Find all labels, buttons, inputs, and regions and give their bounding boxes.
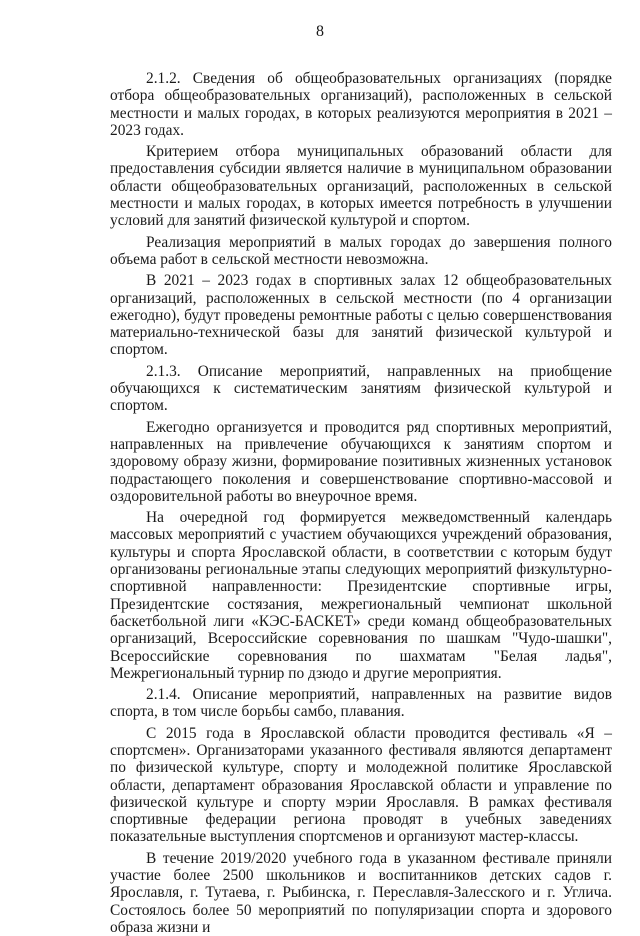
paragraph-small-towns: Реализация мероприятий в малых городах до завершения полного объема работ в сельской местности невозможна. bbox=[110, 233, 612, 268]
paragraph-events-calendar: На очередной год формируется межведомственный календарь массовых мероприятий с участием обучающихся учреждений образования, культуры и спорта Ярославской области, в соответствии с которым будут организованы региональные этапы следующих мероприятий физкультурно-спортивной направленности: Президентские спортивные игры, Президентские состязания, межрегиональный чемпионат школьной баскетбольной лиги «КЭС-БАСКЕТ» среди команд общеобразовательных организаций, Всероссийские соревнования по шашкам "Чудо-шашки", Всероссийские соревнования по шахматам "Белая ладья", Межрегиональный турнир по дзюдо и другие мероприятия. bbox=[110, 509, 612, 682]
paragraph-festival: С 2015 года в Ярославской области проводится фестиваль «Я – спортсмен». Организаторами указанного фестиваля являются департамент по физической культуре, спорту и молодежной политике Ярославской области, департамент образования Ярославской области и управление по физической культуре и спорту мэрии Ярославля. В рамках фестиваля спортивные федерации региона проводят в учебных заведениях показательные выступления спортсменов и организуют мастер-классы. bbox=[110, 724, 612, 846]
page-number: 8 bbox=[316, 23, 324, 40]
document-body bbox=[110, 70, 612, 936]
paragraph-2-1-4-heading: 2.1.4. Описание мероприятий, направленных на развитие видов спорта, в том числе борьбы самбо, плавания. bbox=[110, 686, 612, 721]
paragraph-2-1-2-heading: 2.1.2. Сведения об общеобразовательных организациях (порядке отбора общеобразовательных организаций), расположенных в сельской местности и малых городах, в которых реализуются мероприятия в 2021 – 2023 годах. bbox=[110, 70, 612, 139]
paragraph-repair-works: В 2021 – 2023 годах в спортивных залах 12 общеобразовательных организаций, расположенных в сельской местности (по 4 организации ежегодно), будут проведены ремонтные работы с целью совершенствования материально-технической базы для занятий физической культурой и спортом. bbox=[110, 272, 612, 359]
paragraph-2-1-3-heading: 2.1.3. Описание мероприятий, направленных на приобщение обучающихся к систематическим занятиям физической культурой и спортом. bbox=[110, 362, 612, 415]
paragraph-annual-events: Ежегодно организуется и проводится ряд спортивных мероприятий, направленных на привлечение обучающихся к занятиям спортом и здоровому образу жизни, формирование позитивных жизненных установок подрастающего поколения и совершенствование спортивно-массовой и оздоровительной работы во внеурочное время. bbox=[110, 418, 612, 505]
paragraph-selection-criterion: Критерием отбора муниципальных образований области для предоставления субсидии является наличие в муниципальном образовании области общеобразовательных организаций, расположенных в сельской местности и малых городах, в которых имеется потребность в улучшении условий для занятий физической культурой и спортом. bbox=[110, 143, 612, 230]
paragraph-festival-participants: В течение 2019/2020 учебного года в указанном фестивале приняли участие более 2500 школьников и воспитанников детских садов г. Ярославля, г. Тутаева, г. Рыбинска, г. Переславля-Залесского и г. Углича. Состоялось более 50 мероприятий по популяризации спорта и здорового образа жизни и bbox=[110, 849, 612, 936]
